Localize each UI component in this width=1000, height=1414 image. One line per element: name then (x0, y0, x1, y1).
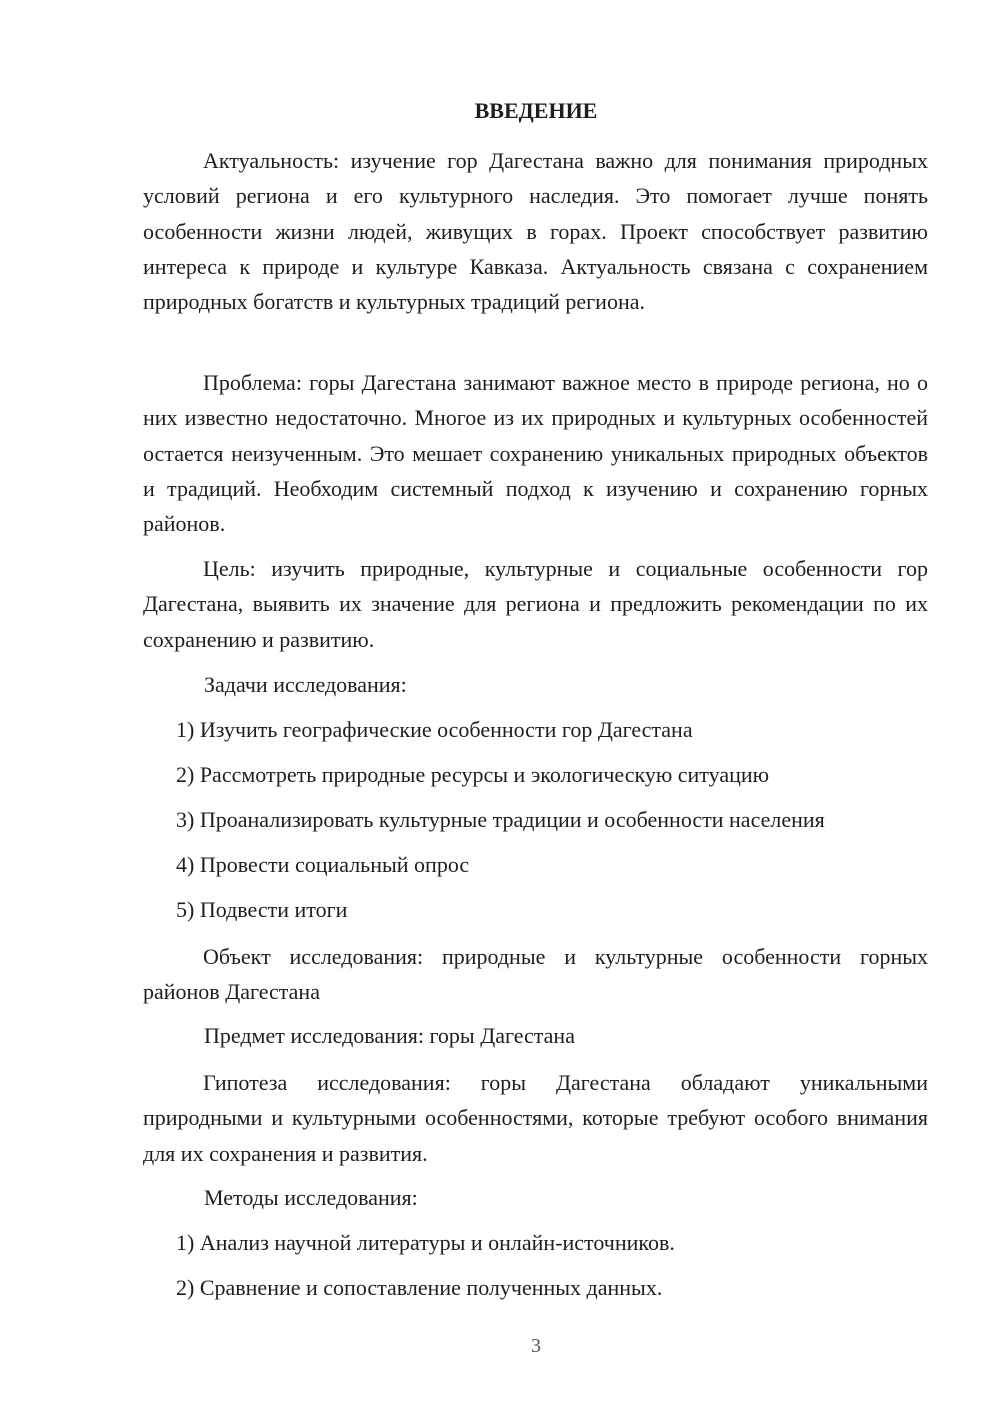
section-title: ВВЕДЕНИЕ (474, 98, 598, 123)
page-number: 3 (531, 1335, 541, 1357)
relevance-paragraph: Актуальность: изучение гор Дагестана важно для понимания природных условий региона и его культурного наследия. Это помогает лучше понять особенности жизни людей, живущих в горах. Проект способствует развитию интереса к природе и культуре Кавказа. Актуальность связана с сохранением природных богатств и культурных традиций региона. (143, 148, 928, 315)
task-item-3: 3) Проанализировать культурные традиции и особенности населения (176, 807, 825, 832)
task-item-2: 2) Рассмотреть природные ресурсы и экологическую ситуацию (176, 762, 770, 787)
object-paragraph: Объект исследования: природные и культурные особенности горных районов Дагестана (143, 944, 928, 1005)
tasks-heading: Задачи исследования: (204, 672, 407, 697)
task-item-5: 5) Подвести итоги (176, 897, 348, 922)
method-item-2: 2) Сравнение и сопоставление полученных данных. (176, 1275, 663, 1300)
methods-heading: Методы исследования: (204, 1185, 418, 1210)
method-item-1: 1) Анализ научной литературы и онлайн-источников. (176, 1230, 675, 1255)
problem-paragraph: Проблема: горы Дагестана занимают важное место в природе региона, но о них известно недостаточно. Многое из их природных и культурных особенностей остается неизученным. Это мешает сохранению уникальных природных объектов и традиций. Необходим системный подход к изучению и сохранению горных районов. (143, 370, 928, 537)
hypothesis-paragraph: Гипотеза исследования: горы Дагестана обладают уникальными природными и культурными особенностями, которые требуют особого внимания для их сохранения и развития. (143, 1070, 928, 1166)
task-item-4: 4) Провести социальный опрос (176, 852, 470, 877)
subject-paragraph: Предмет исследования: горы Дагестана (204, 1023, 575, 1048)
goal-paragraph: Цель: изучить природные, культурные и социальные особенности гор Дагестана, выявить их значение для региона и предложить рекомендации по их сохранению и развитию. (143, 556, 928, 652)
task-item-1: 1) Изучить географические особенности гор Дагестана (176, 717, 693, 742)
